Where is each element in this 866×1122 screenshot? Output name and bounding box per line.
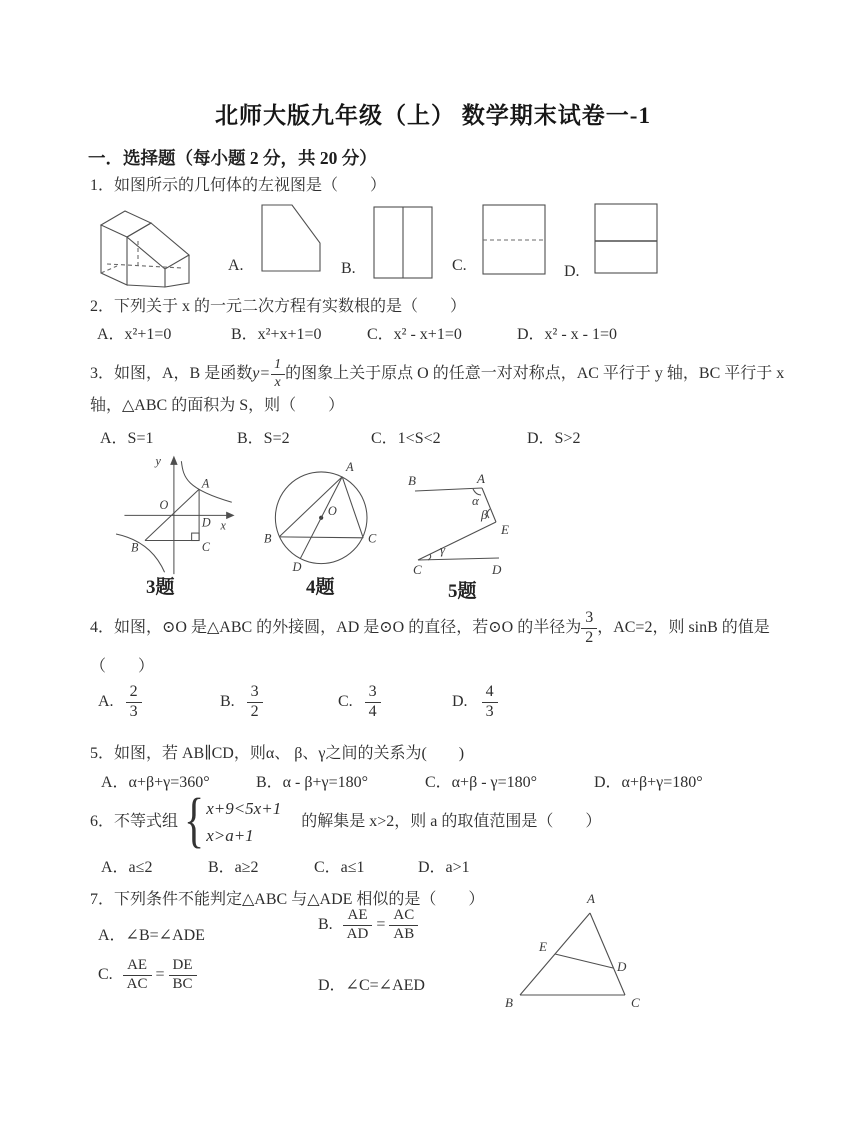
fig7-label-e: E — [539, 939, 547, 954]
fig3-label-a: A — [201, 476, 210, 491]
segment-ED — [555, 954, 613, 968]
fig3-label-o: O — [159, 497, 169, 512]
q3-option-b: B．S=2 — [237, 430, 290, 447]
fig4-label-o: O — [327, 503, 337, 518]
fraction-denominator: AC — [123, 975, 152, 993]
fig3-label-d: D — [201, 515, 211, 530]
fraction-numerator: 4 — [485, 683, 494, 700]
fig5-label-gamma: γ — [440, 542, 446, 557]
equals-sign: = — [155, 965, 165, 983]
solid-top-face — [101, 211, 151, 237]
fraction-numerator: 1 — [274, 357, 282, 372]
fig5-label-alpha: α — [472, 493, 479, 508]
option-label: C. — [338, 692, 353, 710]
solid-bottom-edge — [127, 285, 165, 287]
q7-triangle-figure — [495, 887, 653, 1012]
option-label: D. — [452, 692, 468, 710]
option-fraction-2 — [389, 908, 418, 943]
system-brace: { — [184, 788, 205, 856]
fraction-denominator: 3 — [482, 702, 498, 721]
option-fraction — [482, 684, 498, 721]
fig4-label-d: D — [292, 560, 302, 575]
rect-outline — [595, 204, 657, 273]
q1-option-label-d: D. — [564, 263, 580, 280]
fraction-denominator: 3 — [126, 702, 142, 721]
option-fraction — [247, 684, 263, 721]
fraction-numerator: 2 — [129, 683, 138, 700]
x-axis-arrow — [226, 512, 234, 519]
q4-stem-pre: 4．如图，⊙O 是△ABC 的外接圆，AD 是⊙O 的直径，若⊙O 的半径为 — [90, 618, 582, 636]
fig4-label-a: A — [346, 460, 354, 474]
fig5-label-d: D — [492, 562, 502, 577]
fraction-denominator: 2 — [247, 702, 263, 721]
q3-stem-post: 的图象上关于原点 O 的任意一对对称点，AC 平行于 y 轴，BC 平行于 x — [285, 364, 785, 382]
q1-option-label-c: C. — [452, 257, 467, 274]
fraction-denominator: x — [271, 374, 285, 391]
q4-circle-figure — [255, 450, 395, 576]
q5-option-a: A．α+β+γ=360° — [101, 774, 210, 791]
q1-option-label-b: B. — [341, 260, 356, 277]
q3-hyperbola-figure — [100, 450, 245, 576]
fig4-label-b: B — [263, 531, 272, 546]
fraction-numerator: 3 — [368, 683, 377, 700]
fig5-label-c: C — [413, 562, 422, 577]
q1-option-shape-a — [258, 201, 324, 275]
inequality-system — [206, 795, 281, 849]
inequality-line2: x>a+1 — [206, 826, 254, 846]
q7-option-a: A．∠B=∠ADE — [98, 927, 205, 944]
fig7-label-a: A — [587, 891, 595, 906]
q3-option-c: C．1<S<2 — [371, 430, 441, 447]
q6-option-d: D．a>1 — [418, 859, 470, 876]
q3-stem-line2: 轴，△ABC 的面积为 S，则（ ） — [90, 397, 345, 414]
fig5-label-e: E — [501, 522, 509, 537]
page-title: 北师大版九年级（上） 数学期末试卷一-1 — [215, 103, 651, 128]
fig3-caption: 3题 — [146, 577, 175, 598]
chord-AC — [342, 477, 363, 538]
q4-stem-line2: （ ） — [90, 658, 155, 675]
angle-arc-beta — [487, 509, 490, 518]
fraction-numerator: 3 — [585, 609, 594, 626]
fraction-numerator: AE — [127, 957, 148, 973]
inequality-line1: x+9<5x+1 — [206, 799, 282, 819]
q4-stem-line1 — [90, 610, 770, 647]
section-header: 一．选择题（每小题 2 分，共 20 分） — [88, 148, 377, 168]
chord-BC — [279, 537, 363, 538]
q2-option-a: A．x²+1=0 — [97, 326, 172, 343]
fig4-caption: 4题 — [306, 577, 335, 598]
q6-stem-post: 的解集是 x>2，则 a 的取值范围是（ ） — [301, 812, 602, 830]
option-fraction-1 — [343, 908, 373, 943]
right-angle-mark — [192, 533, 199, 540]
fraction-numerator: 3 — [250, 683, 259, 700]
y-axis-arrow — [170, 456, 177, 465]
q1-solid-figure — [95, 199, 195, 287]
option-fraction-1 — [123, 958, 152, 993]
q1-stem: 1．如图所示的几何体的左视图是（ ） — [90, 177, 387, 194]
q7-stem: 7．下列条件不能判定△ABC 与△ADE 相似的是（ ） — [90, 891, 485, 908]
q5-option-d: D．α+β+γ=180° — [594, 774, 703, 791]
option-fraction-2 — [169, 958, 197, 993]
fig5-label-a: A — [477, 471, 485, 486]
solid-right-face — [165, 255, 189, 287]
option-fraction — [365, 684, 381, 721]
q3-option-a: A．S=1 — [100, 430, 154, 447]
fig7-label-c: C — [631, 995, 640, 1010]
q1-option-shape-c — [479, 201, 549, 278]
fig5-label-beta: β — [481, 507, 488, 522]
fraction-numerator: DE — [172, 957, 193, 973]
q4-stem-post: ，AC=2，则 sinB 的值是 — [597, 618, 770, 636]
q6-option-a: A．a≤2 — [101, 859, 153, 876]
fig7-label-d: D — [617, 959, 627, 974]
q4-option-d — [452, 684, 498, 721]
q2-option-b: B．x²+x+1=0 — [231, 326, 322, 343]
q4-option-b — [220, 684, 263, 721]
fig3-label-y: y — [155, 453, 161, 468]
q1-option-label-a: A. — [228, 257, 244, 274]
pentagon-shape — [262, 205, 320, 271]
option-label: A. — [98, 692, 114, 710]
equals-sign: = — [376, 915, 386, 933]
q3-stem-line1 — [90, 358, 784, 390]
fraction-denominator: BC — [169, 975, 197, 993]
q3-option-d: D．S>2 — [527, 430, 581, 447]
q3-function-fraction — [270, 358, 285, 390]
fig3-label-x: x — [220, 518, 226, 533]
solid-roof-face — [127, 223, 189, 269]
solid-hidden-edge-3 — [101, 266, 117, 273]
solid-left-face — [101, 225, 127, 285]
q2-option-c: C．x² - x+1=0 — [367, 326, 462, 343]
option-label: B. — [318, 915, 333, 933]
fig3-label-c: C — [201, 539, 210, 554]
option-fraction — [126, 684, 142, 721]
q6-option-c: C．a≤1 — [314, 859, 365, 876]
q4-option-a — [98, 684, 142, 721]
q1-option-shape-b — [370, 203, 436, 282]
q3-function-lhs: y= — [252, 364, 271, 382]
q5-stem: 5．如图，若 AB∥CD，则α、 β、γ之间的关系为( ) — [90, 745, 465, 762]
q3-stem-pre: 3．如图，A，B 是函数 — [90, 364, 253, 382]
q4-option-c — [338, 684, 381, 721]
fig3-label-b: B — [130, 540, 139, 555]
q1-option-shape-d — [591, 200, 661, 277]
fraction-numerator: AE — [347, 907, 368, 923]
q2-stem: 2．下列关于 x 的一元二次方程有实数根的是（ ） — [90, 298, 467, 315]
fraction-numerator: AC — [393, 907, 415, 923]
q7-option-b — [318, 908, 418, 943]
q5-angles-figure — [395, 455, 525, 577]
q7-option-c — [98, 958, 197, 993]
fraction-denominator: AD — [343, 925, 373, 943]
fig5-label-b: B — [408, 473, 416, 488]
fraction-denominator: 2 — [581, 628, 597, 647]
side-AC — [590, 913, 625, 995]
hyperbola-branch-quadrant3 — [116, 534, 165, 572]
q6-stem-block — [90, 788, 602, 856]
q4-radius-fraction — [581, 610, 597, 647]
q5-option-c: C．α+β - γ=180° — [425, 774, 538, 791]
fraction-denominator: AB — [389, 925, 418, 943]
q6-stem-pre: 6．不等式组 — [90, 812, 179, 830]
fig4-label-c: C — [367, 531, 377, 546]
option-label: B. — [220, 692, 235, 710]
q5-option-b: B．α - β+γ=180° — [256, 774, 369, 791]
fig7-label-b: B — [505, 995, 513, 1010]
option-label: C. — [98, 965, 113, 983]
fig5-caption: 5题 — [448, 581, 477, 602]
line-BA — [415, 488, 482, 491]
q7-option-d: D．∠C=∠AED — [318, 977, 425, 994]
fraction-denominator: 4 — [365, 702, 381, 721]
q6-option-b: B．a≥2 — [208, 859, 259, 876]
q2-option-d: D．x² - x - 1=0 — [517, 326, 618, 343]
